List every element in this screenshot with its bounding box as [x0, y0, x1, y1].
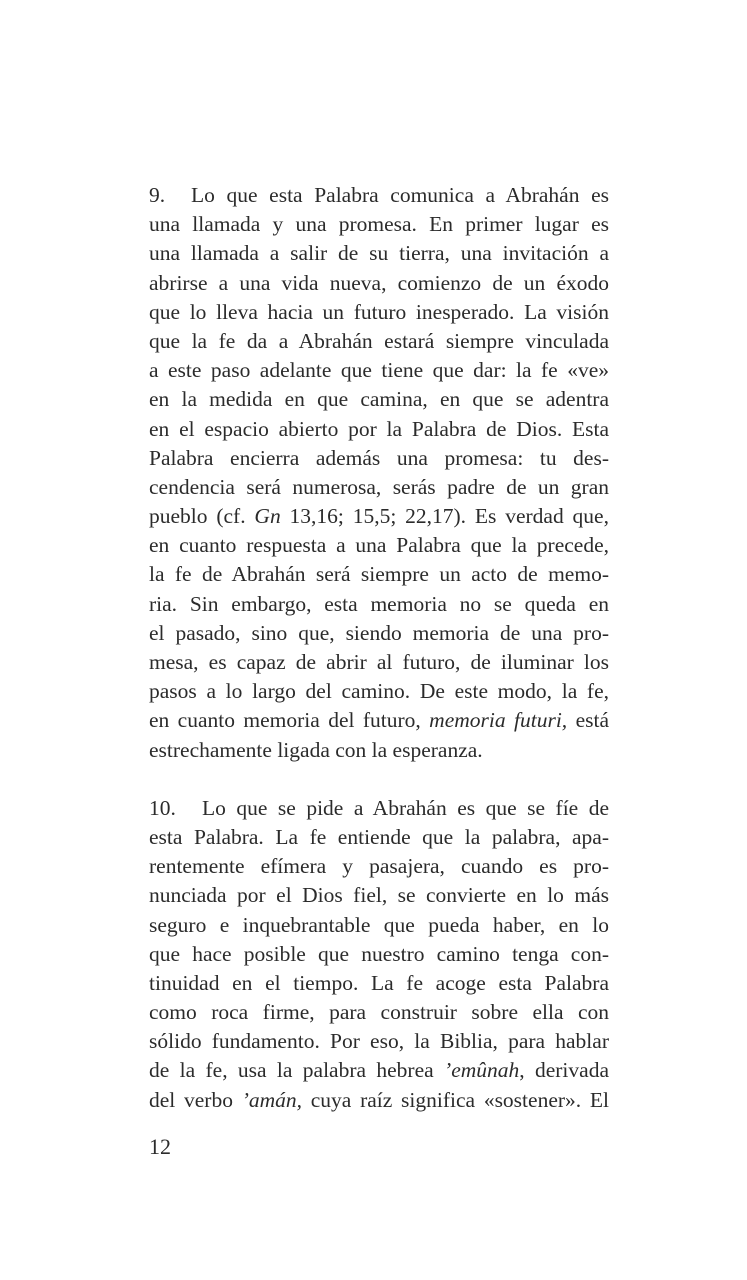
text-line: seguro e inquebrantable que pueda haber, en lo: [149, 912, 609, 937]
text-line: esta Palabra. La fe entiende que la palabra, apa-: [149, 824, 609, 849]
text-line: estrechamente ligada con la esperanza.: [149, 737, 483, 762]
text-line: como roca firme, para construir sobre ella con: [149, 1000, 609, 1025]
paragraph-spacer: [149, 765, 609, 794]
page-body: [149, 181, 609, 1115]
text-line: de la fe, usa la palabra hebrea ’emûnah, derivada: [149, 1058, 609, 1083]
text-line: abrirse a una vida nueva, comienzo de un éxodo: [149, 270, 609, 295]
text-line: pueblo (cf. Gn 13,16; 15,5; 22,17). Es verdad que,: [149, 504, 609, 529]
text-line: en la medida en que camina, en que se adentra: [149, 387, 609, 412]
text-line: en cuanto respuesta a una Palabra que la precede,: [149, 533, 609, 558]
paragraph-9: [149, 181, 609, 765]
text-line: el pasado, sino que, siendo memoria de una pro-: [149, 620, 609, 645]
text-line: nunciada por el Dios fiel, se convierte en lo más: [149, 883, 609, 908]
paragraph-number: 10.: [149, 795, 176, 820]
text-line: una llamada y una promesa. En primer lugar es: [149, 212, 609, 237]
paragraph-10: [149, 794, 609, 1115]
italic-hebrew-verb: ’amán,: [241, 1087, 303, 1112]
text-line: que hace posible que nuestro camino tenga con-: [149, 941, 609, 966]
text-line: rentemente efímera y pasajera, cuando es pro-: [149, 854, 609, 879]
text-line: sólido fundamento. Por eso, la Biblia, para hablar: [149, 1029, 609, 1054]
text-line: que lo lleva hacia un futuro inesperado. La visión: [149, 299, 609, 324]
italic-latin-phrase: memoria futuri,: [429, 708, 568, 733]
text-line: 9. Lo que esta Palabra comunica a Abrahán es: [149, 181, 609, 210]
italic-reference: Gn: [254, 504, 281, 529]
text-line: que la fe da a Abrahán estará siempre vinculada: [149, 328, 609, 353]
italic-hebrew-word: ’emûnah: [444, 1058, 520, 1083]
paragraph-number: 9.: [149, 183, 166, 207]
text-line: pasos a lo largo del camino. De este modo, la fe,: [149, 679, 609, 704]
text-line: del verbo ’amán, cuya raíz significa «sostener». El: [149, 1087, 609, 1112]
text-line: 10. Lo que se pide a Abrahán es que se fíe de: [149, 794, 609, 823]
text-line: cendencia será numerosa, serás padre de un gran: [149, 474, 609, 499]
text-line: en el espacio abierto por la Palabra de Dios. Esta: [149, 416, 609, 441]
text-line: a este paso adelante que tiene que dar: la fe «ve»: [149, 358, 609, 383]
text-line: tinuidad en el tiempo. La fe acoge esta Palabra: [149, 970, 609, 995]
text-line: en cuanto memoria del futuro, memoria futuri, está: [149, 708, 609, 733]
text-line: la fe de Abrahán será siempre un acto de memo-: [149, 562, 609, 587]
text-line: mesa, es capaz de abrir al futuro, de iluminar los: [149, 650, 609, 674]
text-line: una llamada a salir de su tierra, una invitación a: [149, 241, 609, 266]
text-line: Palabra encierra además una promesa: tu des-: [149, 445, 609, 470]
text-line: ria. Sin embargo, esta memoria no se queda en: [149, 591, 609, 616]
page-number: 12: [149, 1134, 171, 1159]
